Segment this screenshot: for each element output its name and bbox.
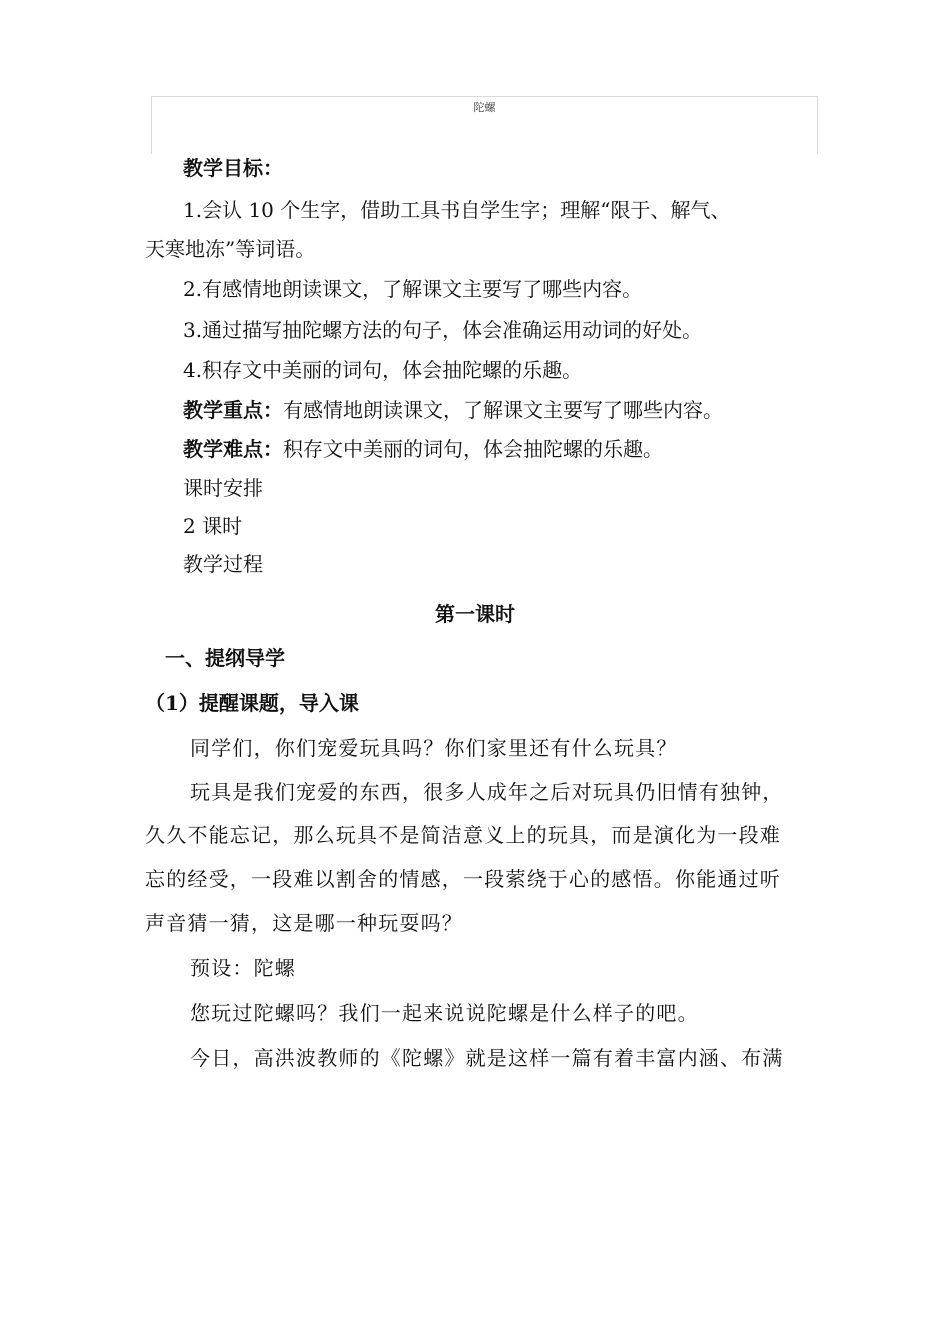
- subsection-1-heading: （1）提醒课题，导入课: [145, 691, 359, 715]
- paragraph-2-line-1: 玩具是我们宠爱的东西，很多人成年之后对玩具仍旧情有独钟，: [190, 780, 784, 804]
- page-header: [151, 96, 818, 154]
- header-title: 陀螺: [473, 101, 496, 114]
- objective-1-line-1: 1.会认 10 个生字，借助工具书自学生字；理解“限于、解气、: [183, 198, 731, 222]
- paragraph-2-line-2: 久久不能忘记，那么玩具不是简洁意义上的玩具，而是演化为一段难: [145, 823, 781, 847]
- process-label: 教学过程: [183, 552, 263, 576]
- difficulty-label: 教学难点：: [183, 437, 283, 461]
- objective-1-line-2: 天寒地冻”等词语。: [145, 237, 316, 261]
- schedule-value: 2 课时: [183, 514, 243, 538]
- paragraph-1: 同学们，你们宠爱玩具吗？你们家里还有什么玩具？: [190, 736, 678, 760]
- objective-4: 4.积存文中美丽的词句，体会抽陀螺的乐趣。: [183, 358, 583, 382]
- key-point: [183, 397, 723, 423]
- key-point-label: 教学重点：: [183, 398, 283, 422]
- objectives-heading: 教学目标：: [183, 156, 283, 180]
- difficulty-text: 积存文中美丽的词句，体会抽陀螺的乐趣。: [283, 437, 663, 461]
- lesson-title: 第一课时: [435, 602, 515, 626]
- paragraph-2-line-4: 声音猜一猜，这是哪一种玩耍吗？: [145, 911, 463, 935]
- objective-3: 3.通过描写抽陀螺方法的句子，体会准确运用动词的好处。: [183, 318, 703, 342]
- schedule-label: 课时安排: [183, 476, 263, 500]
- section-1-heading: 一、提纲导学: [165, 646, 285, 670]
- difficulty: [183, 436, 663, 462]
- paragraph-4: 您玩过陀螺吗？我们一起来说说陀螺是什么样子的吧。: [190, 1001, 699, 1025]
- objective-2: 2.有感情地朗读课文，了解课文主要写了哪些内容。: [183, 277, 643, 301]
- paragraph-3: 预设：陀螺: [190, 956, 296, 980]
- paragraph-2-line-3: 忘的经受，一段难以割舍的情感，一段萦绕于心的感悟。你能通过听: [145, 867, 781, 891]
- paragraph-5: 今日，高洪波教师的《陀螺》就是这样一篇有着丰富内涵、布满: [190, 1046, 784, 1070]
- key-point-text: 有感情地朗读课文，了解课文主要写了哪些内容。: [283, 398, 723, 422]
